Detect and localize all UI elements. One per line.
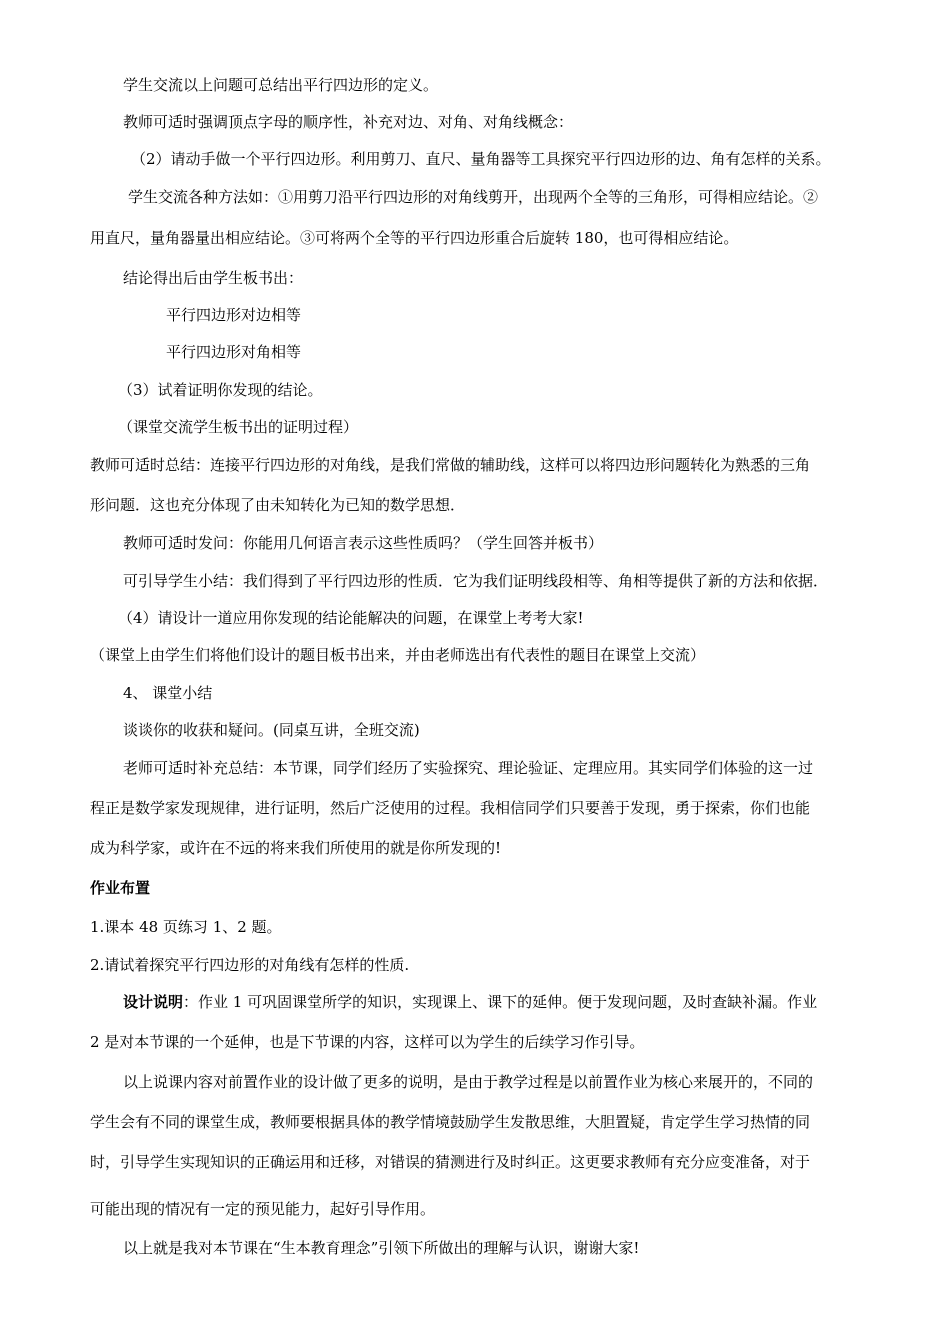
paragraph-line: 学生交流各种方法如：①用剪刀沿平行四边形的对角线剪开，出现两个全等的三角形，可得相应结论。②	[128, 188, 819, 206]
paragraph-line: 成为科学家，或许在不远的将来我们所使用的就是你所发现的!	[90, 839, 502, 857]
design-note-label: 设计说明	[123, 993, 184, 1011]
conclusion-line: 平行四边形对角相等	[166, 343, 302, 361]
homework-item: 1.课本 48 页练习 1、2 题。	[90, 918, 282, 936]
section-heading: 4、 课堂小结	[123, 684, 213, 702]
paragraph-line: （4）请设计一道应用你发现的结论能解决的问题，在课堂上考考大家!	[118, 609, 584, 627]
paragraph-line: 程正是数学家发现规律，进行证明，然后广泛使用的过程。我相信同学们只要善于发现，勇于探索，你们也能	[90, 799, 811, 817]
closing-line: 以上就是我对本节课在“生本教育理念”引领下所做出的理解与认识，谢谢大家!	[123, 1239, 640, 1257]
conclusion-line: 平行四边形对边相等	[166, 306, 302, 324]
paragraph-line: 教师可适时强调顶点字母的顺序性，补充对边、对角、对角线概念：	[123, 113, 574, 131]
paragraph-line: 谈谈你的收获和疑问。(同桌互讲，全班交流)	[123, 721, 420, 739]
paragraph-line: 用直尺，量角器量出相应结论。③可将两个全等的平行四边形重合后旋转 180，也可得相应结论。	[90, 229, 739, 247]
paragraph-line: 时，引导学生实现知识的正确运用和迁移，对错误的猜测进行及时纠正。这更要求教师有充分应变准备，对于	[90, 1153, 811, 1171]
paragraph-line: （3）试着证明你发现的结论。	[118, 381, 323, 399]
design-note-line	[123, 992, 817, 1012]
paragraph-line: 学生交流以上问题可总结出平行四边形的定义。	[123, 76, 439, 94]
paragraph-line: （2）请动手做一个平行四边形。利用剪刀、直尺、量角器等工具探究平行四边形的边、角有怎样的关系。	[131, 150, 831, 168]
paragraph-line: 结论得出后由学生板书出：	[123, 269, 304, 287]
paragraph-line: 可引导学生小结：我们得到了平行四边形的性质．它为我们证明线段相等、角相等提供了新的方法和依据．	[123, 572, 829, 590]
paragraph-line: 以上说课内容对前置作业的设计做了更多的说明，是由于教学过程是以前置作业为核心来展开的，不同的	[123, 1073, 814, 1091]
paragraph-line: 2 是对本节课的一个延伸，也是下节课的内容，这样可以为学生的后续学习作引导。	[90, 1033, 645, 1051]
homework-item: 2.请试着探究平行四边形的对角线有怎样的性质.	[90, 956, 410, 974]
paragraph-line: 老师可适时补充总结：本节课，同学们经历了实验探究、理论验证、定理应用。其实同学们体验的这一过	[123, 759, 814, 777]
design-note-text: ：作业 1 可巩固课堂所学的知识，实现课上、课下的延伸。便于发现问题，及时查缺补漏。作业	[183, 993, 818, 1011]
paragraph-line: （课堂交流学生板书出的证明过程）	[118, 418, 359, 436]
paragraph-line: 教师可适时发问：你能用几何语言表示这些性质吗？（学生回答并板书）	[123, 534, 604, 552]
paragraph-line: 学生会有不同的课堂生成，教师要根据具体的教学情境鼓励学生发散思维，大胆置疑，肯定学生学习热情的同	[90, 1113, 811, 1131]
paragraph-line: （课堂上由学生们将他们设计的题目板书出来，并由老师选出有代表性的题目在课堂上交流）	[90, 646, 706, 664]
paragraph-line: 教师可适时总结：连接平行四边形的对角线，是我们常做的辅助线，这样可以将四边形问题转化为熟悉的三角	[90, 456, 811, 474]
homework-heading: 作业布置	[90, 879, 151, 897]
paragraph-line: 形问题．这也充分体现了由未知转化为已知的数学思想．	[90, 496, 466, 514]
paragraph-line: 可能出现的情况有一定的预见能力，起好引导作用。	[90, 1200, 436, 1218]
